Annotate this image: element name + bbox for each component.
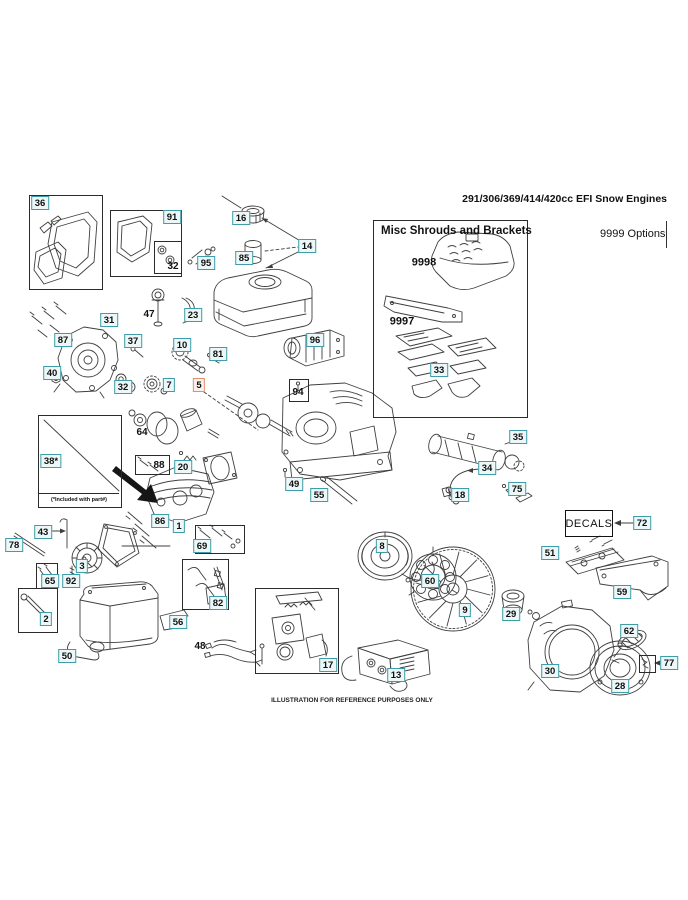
decals-arrow-art — [614, 520, 635, 526]
part-callout-31[interactable]: 31 — [100, 313, 118, 327]
part-callout-13[interactable]: 13 — [387, 668, 405, 682]
control-module-art — [342, 640, 430, 691]
part-callout-72[interactable]: 72 — [633, 516, 651, 530]
part-number-9997: 9997 — [389, 315, 415, 328]
part-number-64: 64 — [136, 427, 148, 438]
part-callout-38[interactable]: 38* — [40, 454, 61, 468]
part-callout-85[interactable]: 85 — [235, 251, 253, 265]
part-callout-18[interactable]: 18 — [451, 488, 469, 502]
part-callout-40[interactable]: 40 — [43, 366, 61, 380]
part-callout-34[interactable]: 34 — [478, 461, 496, 475]
part-callout-56[interactable]: 56 — [169, 615, 187, 629]
part-callout-59[interactable]: 59 — [613, 585, 631, 599]
part-callout-49[interactable]: 49 — [285, 477, 303, 491]
part-callout-23[interactable]: 23 — [184, 308, 202, 322]
decals-box[interactable]: DECALS — [565, 510, 613, 537]
part-number-47: 47 — [143, 309, 155, 320]
fuel-cap-art — [222, 196, 302, 268]
part-number-94: 94 — [292, 387, 304, 398]
part-callout-92[interactable]: 92 — [62, 574, 80, 588]
part-callout-7[interactable]: 7 — [163, 378, 175, 392]
fuel-tank-art — [214, 269, 312, 336]
part-group-box-2 — [18, 588, 58, 633]
part-callout-96[interactable]: 96 — [306, 333, 324, 347]
options-divider — [666, 221, 667, 248]
part-callout-16[interactable]: 16 — [232, 211, 250, 225]
magneto-stator-art — [358, 532, 457, 600]
part-callout-5[interactable]: 5 — [193, 378, 205, 392]
part-callout-10[interactable]: 10 — [173, 338, 191, 352]
part-callout-32[interactable]: 32 — [114, 380, 132, 394]
part-callout-37[interactable]: 37 — [124, 334, 142, 348]
part-callout-14[interactable]: 14 — [298, 239, 316, 253]
reference-footer: ILLUSTRATION FOR REFERENCE PURPOSES ONLY — [271, 697, 433, 704]
part-callout-30[interactable]: 30 — [541, 664, 559, 678]
part-number-48: 48 — [194, 641, 206, 652]
part-callout-75[interactable]: 75 — [508, 482, 526, 496]
part-callout-50[interactable]: 50 — [58, 649, 76, 663]
part-callout-91[interactable]: 91 — [163, 210, 181, 224]
part-callout-3[interactable]: 3 — [76, 559, 88, 573]
part-callout-82[interactable]: 82 — [209, 596, 227, 610]
part-callout-62[interactable]: 62 — [620, 624, 638, 638]
crankshaft-piston-art — [129, 392, 293, 444]
part-callout-55[interactable]: 55 — [310, 488, 328, 502]
part-callout-69[interactable]: 69 — [193, 539, 211, 553]
part-number-88: 88 — [153, 460, 165, 471]
included-note: (*Included with part#) — [39, 493, 119, 503]
part-callout-9[interactable]: 9 — [459, 603, 471, 617]
misc-box-title: Misc Shrouds and Brackets — [381, 225, 532, 237]
part-callout-43[interactable]: 43 — [34, 525, 52, 539]
blower-recoil-art — [528, 600, 650, 695]
part-callout-78[interactable]: 78 — [5, 538, 23, 552]
part-number-9998: 9998 — [411, 256, 437, 269]
part-callout-86[interactable]: 86 — [151, 514, 169, 528]
part-callout-95[interactable]: 95 — [197, 256, 215, 270]
part-callout-2[interactable]: 2 — [40, 612, 52, 626]
part-callout-51[interactable]: 51 — [541, 546, 559, 560]
page-title: 291/306/369/414/420cc EFI Snow Engines — [462, 193, 667, 205]
part-callout-36[interactable]: 36 — [31, 196, 49, 210]
part-callout-60[interactable]: 60 — [421, 574, 439, 588]
part-callout-29[interactable]: 29 — [502, 607, 520, 621]
part-number-32: 32 — [167, 261, 179, 272]
part-callout-33[interactable]: 33 — [430, 363, 448, 377]
part-callout-20[interactable]: 20 — [174, 460, 192, 474]
part-callout-1[interactable]: 1 — [173, 519, 185, 533]
part-callout-8[interactable]: 8 — [376, 539, 388, 553]
muffler-art — [67, 582, 262, 666]
part-callout-17[interactable]: 17 — [319, 658, 337, 672]
part-callout-77[interactable]: 77 — [660, 656, 678, 670]
part-callout-87[interactable]: 87 — [54, 333, 72, 347]
part-callout-35[interactable]: 35 — [509, 430, 527, 444]
part-callout-28[interactable]: 28 — [611, 679, 629, 693]
part-callout-65[interactable]: 65 — [41, 574, 59, 588]
part-group-box-77 — [639, 655, 656, 673]
part-callout-81[interactable]: 81 — [209, 347, 227, 361]
options-link[interactable]: 9999 Options — [600, 228, 666, 240]
